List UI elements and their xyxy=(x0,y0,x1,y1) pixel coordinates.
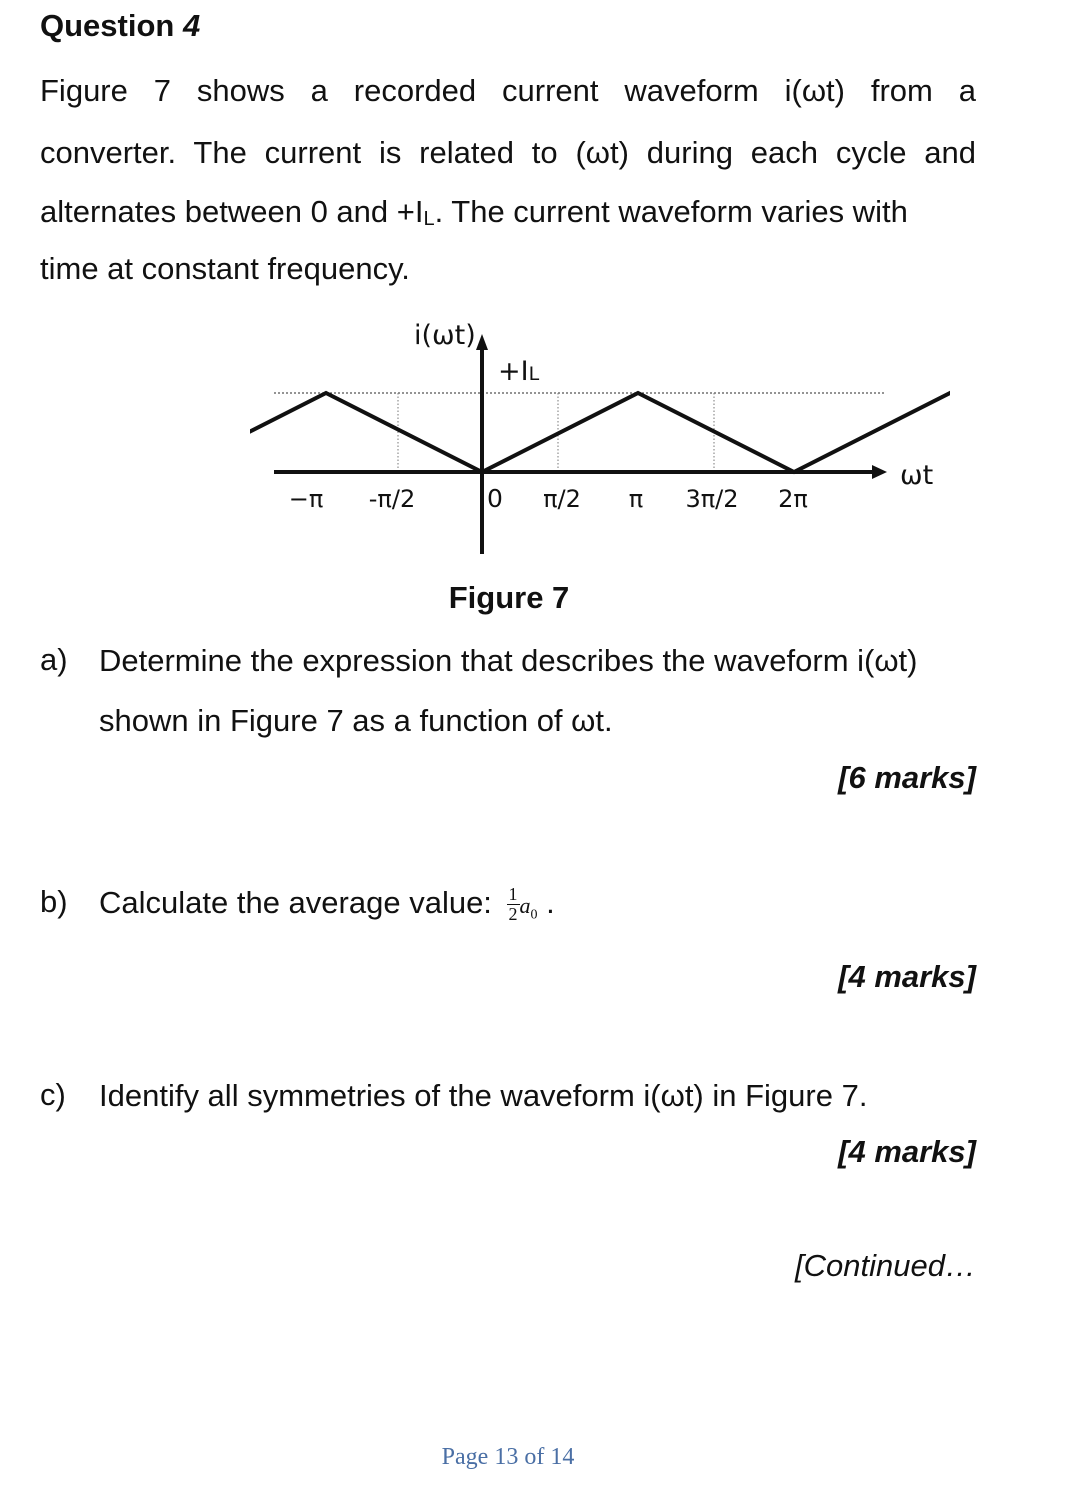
fraction-one-half: $\frac{1}{2}$ xyxy=(508,884,518,925)
tick-zero: 0 xyxy=(487,484,503,513)
part-a-label: a) xyxy=(40,642,68,677)
part-a-marks: [6 marks] xyxy=(838,760,976,795)
part-a-line-2: shown in Figure 7 as a function of ωt. xyxy=(99,703,613,738)
question-heading xyxy=(40,8,200,44)
part-c-marks: [4 marks] xyxy=(838,1134,976,1169)
part-a-line-1: Determine the expression that describes the waveform i(ωt) xyxy=(99,643,918,678)
question-prefix: Question xyxy=(40,8,175,43)
continued-note: [Continued… xyxy=(795,1248,976,1283)
tick-pi: π xyxy=(628,485,644,513)
coefficient-a0: $a_0$ xyxy=(519,893,538,923)
intro-line-4: time at constant frequency. xyxy=(40,251,410,286)
y-axis-arrow xyxy=(476,334,488,350)
part-b-marks: [4 marks] xyxy=(838,959,976,994)
question-number: 4 xyxy=(182,8,201,43)
part-b-tail: . xyxy=(546,885,555,920)
intro-line-1: Figure 7 shows a recorded current waveform i(ωt) from a xyxy=(40,73,976,108)
y-axis-label: i(ωt) xyxy=(414,320,476,351)
intro-line-3-pre: alternates between 0 and +I xyxy=(40,194,424,229)
tick-neg-pi: −π xyxy=(288,485,324,513)
part-b-question: Calculate the average value: xyxy=(99,885,492,920)
part-b-label: b) xyxy=(40,884,68,919)
intro-line-3-post: . The current waveform varies with xyxy=(434,194,908,229)
tick-two-pi: 2π xyxy=(778,485,808,513)
intro-line-3-sub: L xyxy=(423,208,435,230)
x-axis-label: ωt xyxy=(900,460,934,491)
page-footer: Page 13 of 14 xyxy=(441,1444,575,1470)
figure-caption: Figure 7 xyxy=(448,580,570,615)
tick-half-pi: π/2 xyxy=(543,485,581,513)
peak-label: +IL xyxy=(498,356,540,387)
part-b-text xyxy=(99,873,979,945)
part-a-text xyxy=(99,631,979,751)
waveform-figure xyxy=(250,310,950,560)
waveform-line xyxy=(250,393,950,472)
part-c-label: c) xyxy=(40,1077,66,1112)
intro-line-3 xyxy=(40,193,976,238)
tick-three-half-pi: 3π/2 xyxy=(685,485,739,513)
part-c-text: Identify all symmetries of the waveform i(ωt) in Figure 7. xyxy=(99,1078,868,1113)
tick-neg-half-pi: -π/2 xyxy=(368,485,416,513)
x-axis-arrow xyxy=(872,465,887,479)
intro-line-2: converter. The current is related to (ωt) during each cycle and xyxy=(40,135,976,170)
